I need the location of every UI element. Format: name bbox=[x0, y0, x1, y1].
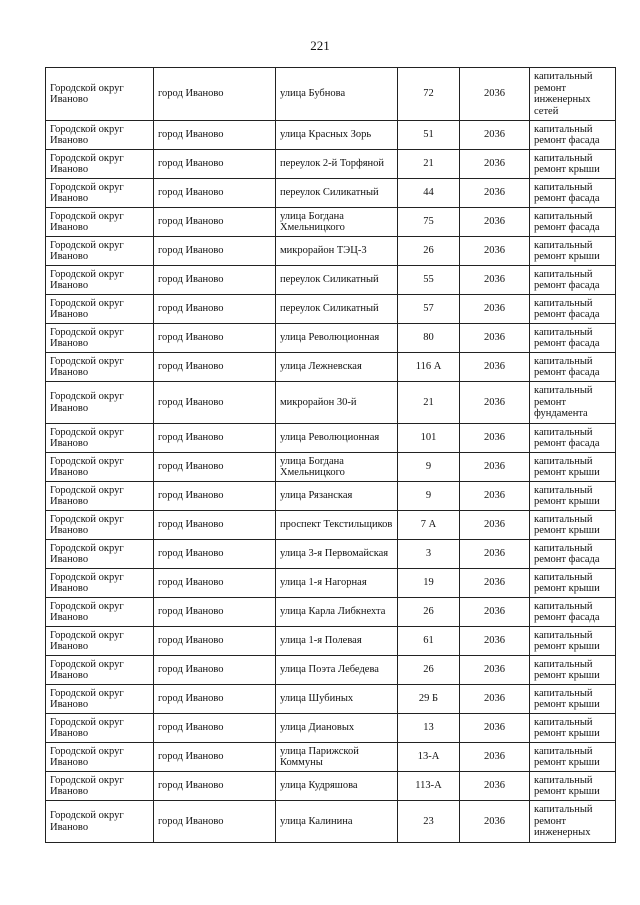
table-row bbox=[46, 121, 616, 150]
district-cell: Городской округ Иваново bbox=[46, 453, 154, 482]
work-type-cell: капитальный ремонт крыши bbox=[530, 743, 616, 772]
work-type-cell: капитальный ремонт фасада bbox=[530, 353, 616, 382]
district-cell: Городской округ Иваново bbox=[46, 656, 154, 685]
district-cell: Городской округ Иваново bbox=[46, 540, 154, 569]
city-cell: город Иваново bbox=[154, 208, 276, 237]
city-cell: город Иваново bbox=[154, 656, 276, 685]
city-cell: город Иваново bbox=[154, 424, 276, 453]
house-number-cell: 21 bbox=[398, 150, 460, 179]
year-cell: 2036 bbox=[460, 685, 530, 714]
city-cell: город Иваново bbox=[154, 801, 276, 843]
year-cell: 2036 bbox=[460, 511, 530, 540]
house-number-cell: 19 bbox=[398, 569, 460, 598]
city-cell: город Иваново bbox=[154, 743, 276, 772]
district-cell: Городской округ Иваново bbox=[46, 714, 154, 743]
house-number-cell: 57 bbox=[398, 295, 460, 324]
year-cell: 2036 bbox=[460, 482, 530, 511]
district-cell: Городской округ Иваново bbox=[46, 324, 154, 353]
street-cell: улица Рязанская bbox=[276, 482, 398, 511]
district-cell: Городской округ Иваново bbox=[46, 627, 154, 656]
city-cell: город Иваново bbox=[154, 511, 276, 540]
district-cell: Городской округ Иваново bbox=[46, 266, 154, 295]
table-row bbox=[46, 382, 616, 424]
house-number-cell: 72 bbox=[398, 68, 460, 121]
house-number-cell: 113-А bbox=[398, 772, 460, 801]
street-cell: улица Красных Зорь bbox=[276, 121, 398, 150]
district-cell: Городской округ Иваново bbox=[46, 743, 154, 772]
year-cell: 2036 bbox=[460, 179, 530, 208]
city-cell: город Иваново bbox=[154, 121, 276, 150]
year-cell: 2036 bbox=[460, 237, 530, 266]
city-cell: город Иваново bbox=[154, 627, 276, 656]
street-cell: улица Богдана Хмельницкого bbox=[276, 208, 398, 237]
street-cell: улица 3-я Первомайская bbox=[276, 540, 398, 569]
work-type-cell: капитальный ремонт фасада bbox=[530, 424, 616, 453]
table-row bbox=[46, 743, 616, 772]
street-cell: переулок Силикатный bbox=[276, 295, 398, 324]
street-cell: микрорайон ТЭЦ-3 bbox=[276, 237, 398, 266]
year-cell: 2036 bbox=[460, 627, 530, 656]
year-cell: 2036 bbox=[460, 353, 530, 382]
year-cell: 2036 bbox=[460, 569, 530, 598]
house-number-cell: 61 bbox=[398, 627, 460, 656]
city-cell: город Иваново bbox=[154, 68, 276, 121]
table-row bbox=[46, 656, 616, 685]
city-cell: город Иваново bbox=[154, 685, 276, 714]
city-cell: город Иваново bbox=[154, 540, 276, 569]
district-cell: Городской округ Иваново bbox=[46, 353, 154, 382]
city-cell: город Иваново bbox=[154, 569, 276, 598]
district-cell: Городской округ Иваново bbox=[46, 295, 154, 324]
district-cell: Городской округ Иваново bbox=[46, 482, 154, 511]
year-cell: 2036 bbox=[460, 324, 530, 353]
work-type-cell: капитальный ремонт крыши bbox=[530, 511, 616, 540]
city-cell: город Иваново bbox=[154, 714, 276, 743]
city-cell: город Иваново bbox=[154, 482, 276, 511]
table-row bbox=[46, 482, 616, 511]
house-number-cell: 44 bbox=[398, 179, 460, 208]
work-type-cell: капитальный ремонт крыши bbox=[530, 453, 616, 482]
house-number-cell: 7 А bbox=[398, 511, 460, 540]
city-cell: город Иваново bbox=[154, 382, 276, 424]
work-type-cell: капитальный ремонт фасада bbox=[530, 208, 616, 237]
work-type-cell: капитальный ремонт фасада bbox=[530, 598, 616, 627]
city-cell: город Иваново bbox=[154, 179, 276, 208]
city-cell: город Иваново bbox=[154, 150, 276, 179]
work-type-cell: капитальный ремонт крыши bbox=[530, 237, 616, 266]
street-cell: улица Лежневская bbox=[276, 353, 398, 382]
year-cell: 2036 bbox=[460, 424, 530, 453]
house-number-cell: 75 bbox=[398, 208, 460, 237]
table-row bbox=[46, 453, 616, 482]
table-row bbox=[46, 208, 616, 237]
house-number-cell: 13-А bbox=[398, 743, 460, 772]
city-cell: город Иваново bbox=[154, 598, 276, 627]
street-cell: улица Диановых bbox=[276, 714, 398, 743]
year-cell: 2036 bbox=[460, 453, 530, 482]
work-type-cell: капитальный ремонт крыши bbox=[530, 772, 616, 801]
work-type-cell: капитальный ремонт фасада bbox=[530, 121, 616, 150]
district-cell: Городской округ Иваново bbox=[46, 208, 154, 237]
work-type-cell: капитальный ремонт крыши bbox=[530, 656, 616, 685]
table-row bbox=[46, 511, 616, 540]
work-type-cell: капитальный ремонт фасада bbox=[530, 179, 616, 208]
house-number-cell: 26 bbox=[398, 598, 460, 627]
year-cell: 2036 bbox=[460, 801, 530, 843]
table-row bbox=[46, 353, 616, 382]
street-cell: улица Карла Либкнехта bbox=[276, 598, 398, 627]
house-number-cell: 13 bbox=[398, 714, 460, 743]
year-cell: 2036 bbox=[460, 714, 530, 743]
house-number-cell: 3 bbox=[398, 540, 460, 569]
house-number-cell: 9 bbox=[398, 482, 460, 511]
work-type-cell: капитальный ремонт фасада bbox=[530, 540, 616, 569]
district-cell: Городской округ Иваново bbox=[46, 68, 154, 121]
table-row bbox=[46, 295, 616, 324]
work-type-cell: капитальный ремонт фасада bbox=[530, 295, 616, 324]
work-type-cell: капитальный ремонт инженерных bbox=[530, 801, 616, 843]
street-cell: проспект Текстильщиков bbox=[276, 511, 398, 540]
street-cell: улица Парижской Коммуны bbox=[276, 743, 398, 772]
table-row bbox=[46, 179, 616, 208]
street-cell: улица Революционная bbox=[276, 324, 398, 353]
house-number-cell: 80 bbox=[398, 324, 460, 353]
city-cell: город Иваново bbox=[154, 266, 276, 295]
city-cell: город Иваново bbox=[154, 453, 276, 482]
table-row bbox=[46, 714, 616, 743]
table-row bbox=[46, 424, 616, 453]
city-cell: город Иваново bbox=[154, 772, 276, 801]
year-cell: 2036 bbox=[460, 295, 530, 324]
street-cell: улица Кудряшова bbox=[276, 772, 398, 801]
street-cell: улица 1-я Нагорная bbox=[276, 569, 398, 598]
year-cell: 2036 bbox=[460, 266, 530, 295]
district-cell: Городской округ Иваново bbox=[46, 121, 154, 150]
table-row bbox=[46, 685, 616, 714]
district-cell: Городской округ Иваново bbox=[46, 801, 154, 843]
work-type-cell: капитальный ремонт фасада bbox=[530, 324, 616, 353]
house-number-cell: 26 bbox=[398, 656, 460, 685]
street-cell: улица Революционная bbox=[276, 424, 398, 453]
house-number-cell: 21 bbox=[398, 382, 460, 424]
street-cell: улица Бубнова bbox=[276, 68, 398, 121]
street-cell: улица Шубиных bbox=[276, 685, 398, 714]
street-cell: переулок 2-й Торфяной bbox=[276, 150, 398, 179]
year-cell: 2036 bbox=[460, 743, 530, 772]
table-row bbox=[46, 324, 616, 353]
street-cell: улица 1-я Полевая bbox=[276, 627, 398, 656]
year-cell: 2036 bbox=[460, 208, 530, 237]
year-cell: 2036 bbox=[460, 68, 530, 121]
year-cell: 2036 bbox=[460, 121, 530, 150]
table-row bbox=[46, 801, 616, 843]
street-cell: улица Поэта Лебедева bbox=[276, 656, 398, 685]
district-cell: Городской округ Иваново bbox=[46, 424, 154, 453]
year-cell: 2036 bbox=[460, 540, 530, 569]
house-number-cell: 55 bbox=[398, 266, 460, 295]
house-number-cell: 26 bbox=[398, 237, 460, 266]
table-body bbox=[46, 68, 616, 843]
year-cell: 2036 bbox=[460, 656, 530, 685]
work-type-cell: капитальный ремонт крыши bbox=[530, 150, 616, 179]
table-row bbox=[46, 772, 616, 801]
table-row bbox=[46, 68, 616, 121]
year-cell: 2036 bbox=[460, 382, 530, 424]
table-row bbox=[46, 237, 616, 266]
district-cell: Городской округ Иваново bbox=[46, 772, 154, 801]
work-type-cell: капитальный ремонт крыши bbox=[530, 714, 616, 743]
district-cell: Городской округ Иваново bbox=[46, 569, 154, 598]
house-number-cell: 116 А bbox=[398, 353, 460, 382]
district-cell: Городской округ Иваново bbox=[46, 598, 154, 627]
year-cell: 2036 bbox=[460, 772, 530, 801]
house-number-cell: 9 bbox=[398, 453, 460, 482]
work-type-cell: капитальный ремонт крыши bbox=[530, 482, 616, 511]
table-row bbox=[46, 598, 616, 627]
street-cell: улица Калинина bbox=[276, 801, 398, 843]
street-cell: переулок Силикатный bbox=[276, 179, 398, 208]
city-cell: город Иваново bbox=[154, 295, 276, 324]
work-type-cell: капитальный ремонт крыши bbox=[530, 627, 616, 656]
district-cell: Городской округ Иваново bbox=[46, 150, 154, 179]
street-cell: улица Богдана Хмельницкого bbox=[276, 453, 398, 482]
district-cell: Городской округ Иваново bbox=[46, 382, 154, 424]
city-cell: город Иваново bbox=[154, 353, 276, 382]
work-type-cell: капитальный ремонт фасада bbox=[530, 266, 616, 295]
house-number-cell: 29 Б bbox=[398, 685, 460, 714]
year-cell: 2036 bbox=[460, 598, 530, 627]
table-row bbox=[46, 627, 616, 656]
work-type-cell: капитальный ремонт крыши bbox=[530, 685, 616, 714]
table-row bbox=[46, 540, 616, 569]
district-cell: Городской округ Иваново bbox=[46, 685, 154, 714]
city-cell: город Иваново bbox=[154, 237, 276, 266]
district-cell: Городской округ Иваново bbox=[46, 237, 154, 266]
work-type-cell: капитальный ремонт крыши bbox=[530, 569, 616, 598]
house-number-cell: 51 bbox=[398, 121, 460, 150]
house-number-cell: 101 bbox=[398, 424, 460, 453]
repair-schedule-table bbox=[45, 67, 616, 843]
table-row bbox=[46, 569, 616, 598]
city-cell: город Иваново bbox=[154, 324, 276, 353]
district-cell: Городской округ Иваново bbox=[46, 511, 154, 540]
work-type-cell: капитальный ремонт фундамента bbox=[530, 382, 616, 424]
year-cell: 2036 bbox=[460, 150, 530, 179]
table-row bbox=[46, 150, 616, 179]
page-number: 221 bbox=[310, 38, 330, 53]
house-number-cell: 23 bbox=[398, 801, 460, 843]
table-row bbox=[46, 266, 616, 295]
street-cell: микрорайон 30-й bbox=[276, 382, 398, 424]
district-cell: Городской округ Иваново bbox=[46, 179, 154, 208]
work-type-cell: капитальный ремонт инженерных сетей bbox=[530, 68, 616, 121]
street-cell: переулок Силикатный bbox=[276, 266, 398, 295]
